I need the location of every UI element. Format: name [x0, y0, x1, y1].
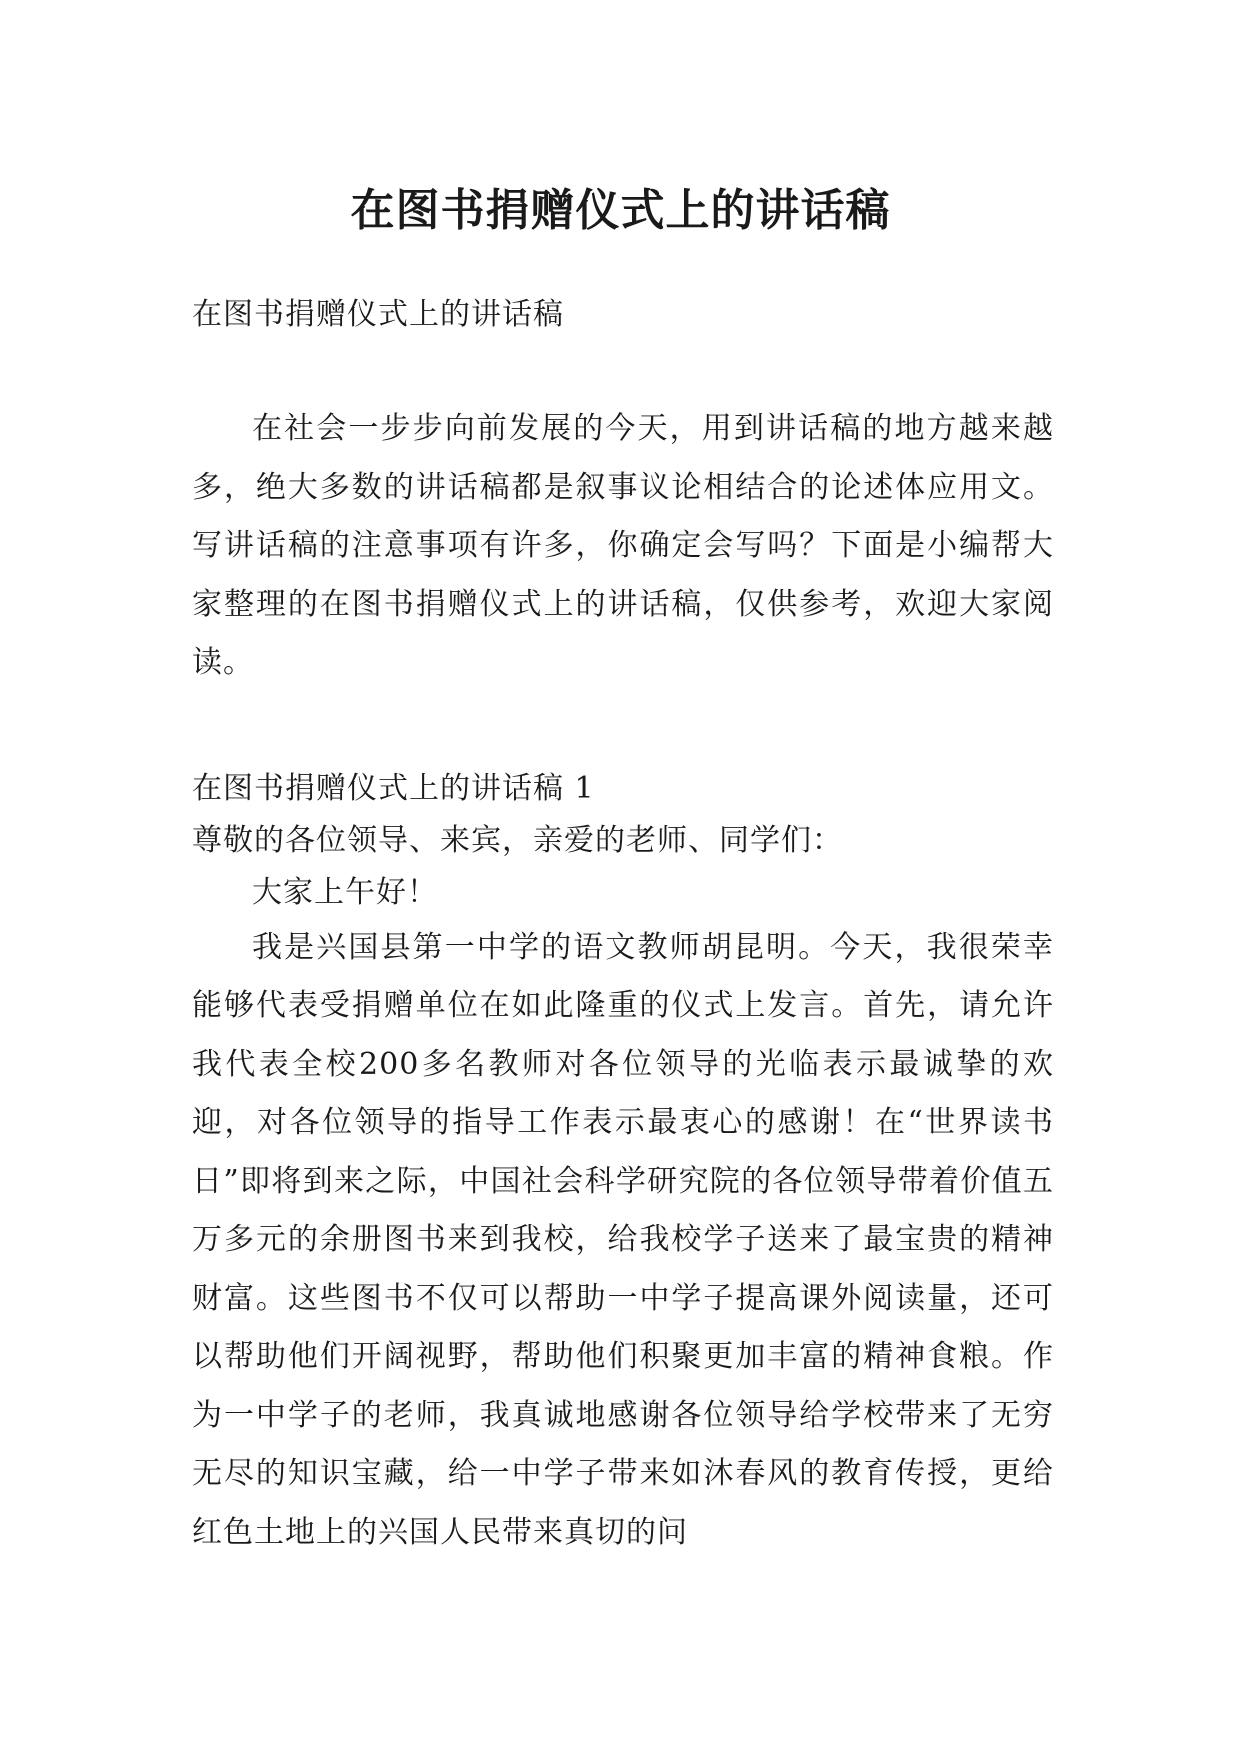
- document-content: [192, 290, 1054, 1562]
- section-heading: 在图书捐赠仪式上的讲话稿 1: [192, 770, 595, 806]
- body-paragraph: 我是兴国县第一中学的语文教师胡昆明。今天，我很荣幸能够代表受捐赠单位在如此隆重的仪式上发言。首先，请允许我代表全校200多名教师对各位领导的光临表示最诚挚的欢迎，对各位领导的指导工作表示最衷心的感谢！在“世界读书日”即将到来之际，中国社会科学研究院的各位领导带着价值五万多元的余册图书来到我校，给我校学子送来了最宝贵的精神财富。这些图书不仅可以帮助一中学子提高课外阅读量，还可以帮助他们开阔视野，帮助他们积聚更加丰富的精神食粮。作为一中学子的老师，我真诚地感谢各位领导给学校带来了无穷无尽的知识宝藏，给一中学子带来如沐春风的教育传授，更给红色土地上的兴国人民带来真切的问: [192, 929, 1054, 1550]
- document-subtitle: 在图书捐赠仪式上的讲话稿: [192, 297, 564, 332]
- intro-paragraph: 在社会一步步向前发展的今天，用到讲话稿的地方越来越多，绝大多数的讲话稿都是叙事议论相结合的论述体应用文。写讲话稿的注意事项有许多，你确定会写吗？下面是小编帮大家整理的在图书捐赠仪式上的讲话稿，仅供参考，欢迎大家阅读。: [192, 411, 1054, 680]
- greeting: 大家上午好！: [252, 874, 438, 910]
- document-title: 在图书捐赠仪式上的讲话稿: [350, 185, 891, 237]
- salutation: 尊敬的各位领导、来宾，亲爱的老师、同学们：: [192, 822, 843, 858]
